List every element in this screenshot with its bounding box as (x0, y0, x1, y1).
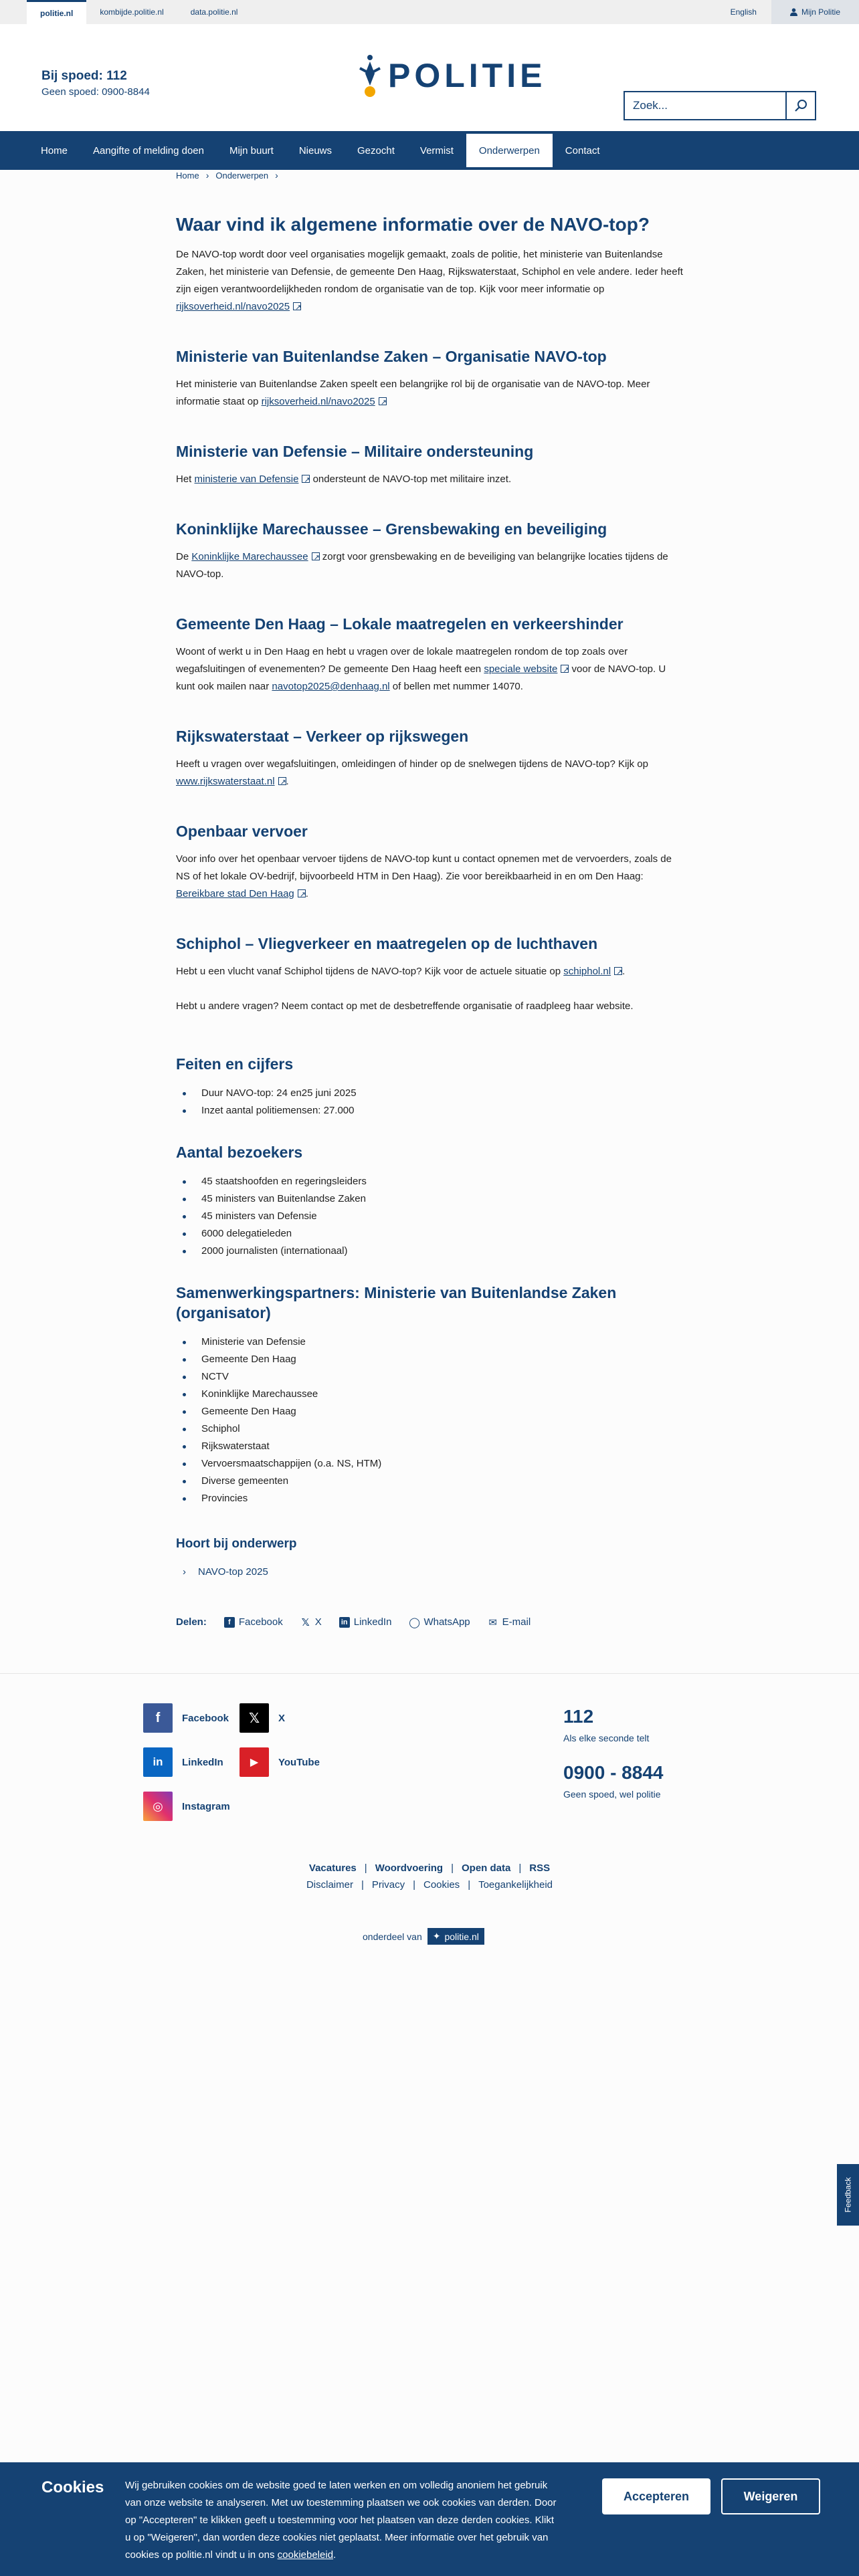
list-item: 6000 delegatieleden (176, 1225, 684, 1243)
external-link-icon (379, 397, 387, 405)
external-link-icon (561, 665, 569, 673)
closing-paragraph: Hebt u andere vragen? Neem contact op met de desbetreffende organisatie of raadpleeg haar website. (176, 1000, 634, 1012)
topbar-tab-kombijde[interactable]: kombijde.politie.nl (100, 7, 164, 17)
list-item: 45 ministers van Buitenlandse Zaken (176, 1190, 684, 1208)
emergency-number: 112 (563, 1706, 594, 1727)
urgent-label: Bij spoed: 112 (41, 69, 127, 83)
list-item: Gemeente Den Haag (176, 1403, 684, 1420)
share-x[interactable]: 𝕏 X (301, 1616, 322, 1628)
facebook-icon: f (143, 1703, 173, 1733)
section-text-defensie: Het ministerie van Defensie↗ ondersteunt de NAVO-top met militaire inzet. (176, 471, 684, 488)
list-item: Schiphol (176, 1420, 684, 1438)
footer-link-privacy[interactable]: Privacy (371, 1879, 405, 1891)
nav-gezocht[interactable]: Gezocht (357, 144, 395, 156)
email-icon: ✉ (488, 1616, 497, 1628)
den-haag-mail-link[interactable]: navotop2025@denhaag.nl (272, 681, 390, 692)
whatsapp-icon: ◯ (409, 1616, 420, 1628)
section-text-ov: Voor info over het openbaar vervoer tijdens de NAVO-top kunt u contact opnemen met de vervoerders, zoals de NS of het lokale OV-bedrijf, bijvoorbeeld HTM in Den Haag). Zie voor bereikbaarheid in en om Den Haag: Bereikbare stad Den Haag↗ . (176, 851, 684, 903)
section-heading-schiphol: Schiphol – Vliegverkeer en maatregelen op de luchthaven (176, 935, 598, 952)
visitors-heading: Aantal bezoekers (176, 1144, 303, 1161)
partners-list (176, 1333, 684, 1507)
section-text-buza: Het ministerie van Buitenlandse Zaken speelt een belangrijke rol bij de organisatie van de NAVO-top. Meer informatie staat op rijksoverheid.nl/navo2025↗ (176, 376, 684, 411)
external-link-icon (614, 967, 622, 975)
share-label: Delen: (176, 1616, 207, 1628)
list-item: Ministerie van Defensie (176, 1333, 684, 1351)
non-emergency-contact (563, 1762, 663, 1800)
footer-link-toegankelijkheid[interactable]: Toegankelijkheid (478, 1879, 553, 1891)
footer-link-rss[interactable]: RSS (529, 1862, 551, 1874)
section-text-rijkswaterstaat: Heeft u vragen over wegafsluitingen, omleidingen of hinder op de snelwegen tijdens de NAVO-top? Kijk op www.rijkswaterstaat.nl↗ . (176, 756, 684, 790)
list-item: Rijkswaterstaat (176, 1438, 684, 1455)
share-facebook[interactable]: f Facebook (224, 1616, 283, 1628)
external-link-icon (302, 475, 310, 483)
cookie-text: Wij gebruiken cookies om de website goed te laten werken en om volledig anoniem het gebruik van onze website te analyseren. Met uw toestemming plaatsen we ook cookies van derden. Door op "Accepteren" te klikken geeft u toestemming voor het plaatsen van deze derden cookies. Klikt u op "Weigeren", dan worden deze cookies niet geplaatst. Meer informatie over het gebruik van cookies op politie.nl vindt u in ons cookiebeleid. (125, 2480, 557, 2561)
schiphol-link[interactable]: schiphol.nl (563, 966, 611, 977)
cookie-title: Cookies (41, 2478, 104, 2496)
linkedin-icon: in (339, 1617, 350, 1628)
breadcrumb (176, 170, 684, 181)
emergency-contact (563, 1706, 649, 1743)
site-footer (0, 1673, 859, 1997)
section-heading-defensie: Ministerie van Defensie – Militaire ondersteuning (176, 443, 534, 460)
language-link[interactable]: English (730, 7, 757, 17)
footer-link-woordvoering[interactable]: Woordvoering (375, 1862, 444, 1874)
footer-youtube[interactable]: ▶ YouTube (240, 1747, 320, 1777)
bereikbare-stad-link[interactable]: Bereikbare stad Den Haag (176, 888, 294, 899)
share-bar (176, 1616, 684, 1628)
partners-heading: Samenwerkingspartners: Ministerie van Buitenlandse Zaken (organisator) (176, 1284, 617, 1321)
external-link-icon (278, 777, 286, 785)
external-link-icon (312, 552, 320, 560)
section-text-den-haag: Woont of werkt u in Den Haag en hebt u vragen over de lokale maatregelen rondom de top zoals over wegafsluitingen of evenementen? De gemeente Den Haag heeft een speciale website↗ voor de NAVO-top. U kunt ook mailen naar navotop2025@denhaag.nl of bellen met nummer 14070. (176, 643, 684, 695)
external-link-icon (293, 302, 301, 310)
buza-link[interactable]: rijksoverheid.nl/navo2025 (261, 396, 375, 407)
footer-linkedin[interactable]: in LinkedIn (143, 1747, 223, 1777)
main-content (176, 170, 684, 1628)
list-item: Provincies (176, 1490, 684, 1507)
search-input[interactable]: Zoek... (624, 91, 785, 120)
politie-badge-link[interactable]: ✦ politie.nl (427, 1928, 484, 1945)
user-icon (790, 8, 797, 16)
top-bar (0, 0, 859, 24)
share-whatsapp[interactable]: ◯ WhatsApp (409, 1616, 470, 1628)
facts-heading: Feiten en cijfers (176, 1055, 294, 1073)
chevron-right-icon: › (183, 1566, 186, 1578)
emergency-text: Als elke seconde telt (563, 1733, 650, 1743)
logo-text: POLITIE (388, 57, 547, 94)
intro-paragraph: De NAVO-top wordt door veel organisaties mogelijk gemaakt, zoals de politie, het ministerie van Buitenlandse Zaken, het ministerie van Defensie, de gemeente Den Haag, Rijkswaterstaat, Schiphol en vele andere. Ieder heeft zijn eigen verantwoordelijkheden rondom de organisatie van de top. Kijk voor meer informatie op rijksoverheid.nl/navo2025↗ (176, 246, 684, 316)
list-item: Gemeente Den Haag (176, 1351, 684, 1368)
nav-aangifte[interactable]: Aangifte of melding doen (93, 144, 204, 156)
footer-link-open-data[interactable]: Open data (461, 1862, 511, 1874)
den-haag-website-link[interactable]: speciale website (484, 663, 558, 675)
facebook-icon: f (224, 1617, 235, 1628)
cookie-banner (0, 2462, 859, 2576)
rijkswaterstaat-link[interactable]: www.rijkswaterstaat.nl (176, 776, 275, 787)
section-heading-rijkswaterstaat: Rijkswaterstaat – Verkeer op rijkswegen (176, 728, 469, 745)
section-text-schiphol: Hebt u een vlucht vanaf Schiphol tijdens de NAVO-top? Kijk voor de actuele situatie op schiphol.nl↗ . (176, 963, 684, 980)
nav-contact[interactable]: Contact (565, 144, 600, 156)
part-of-politie (363, 1928, 484, 1945)
chevron-right-icon: › (275, 170, 278, 181)
topic-link[interactable]: NAVO-top 2025 (198, 1566, 268, 1578)
topbar-tab-data[interactable]: data.politie.nl (190, 7, 238, 17)
list-item: Inzet aantal politiemensen: 27.000 (176, 1102, 684, 1119)
search-button[interactable] (785, 91, 816, 120)
topic-link-row (176, 1566, 684, 1578)
nav-mijn-buurt[interactable]: Mijn buurt (229, 144, 274, 156)
police-star-icon: ✦ (432, 1931, 441, 1941)
intro-link[interactable]: rijksoverheid.nl/navo2025 (176, 301, 290, 312)
my-police-link[interactable] (771, 0, 859, 24)
page-title: Waar vind ik algemene informatie over de NAVO-top? (176, 214, 650, 235)
nav-vermist[interactable]: Vermist (419, 144, 454, 156)
share-email[interactable]: ✉ E-mail (488, 1616, 531, 1628)
list-item: NCTV (176, 1368, 684, 1386)
search-icon (794, 99, 807, 112)
footer-instagram[interactable]: ◎ Instagram (143, 1792, 230, 1821)
list-item: 45 ministers van Defensie (176, 1208, 684, 1225)
nav-home[interactable]: Home (41, 144, 68, 156)
accept-cookies-button[interactable]: Accepteren (602, 2478, 710, 2514)
section-heading-den-haag: Gemeente Den Haag – Lokale maatregelen en verkeershinder (176, 615, 624, 633)
section-heading-buza: Ministerie van Buitenlandse Zaken – Organisatie NAVO-top (176, 348, 607, 365)
footer-facebook[interactable]: f Facebook (143, 1703, 229, 1733)
emergency-info (41, 69, 150, 98)
x-icon: 𝕏 (301, 1616, 310, 1628)
refuse-cookies-button[interactable]: Weigeren (721, 2478, 820, 2514)
list-item: Diverse gemeenten (176, 1473, 684, 1490)
onderdeel-label: onderdeel van (363, 1931, 422, 1942)
section-heading-kmar: Koninklijke Marechaussee – Grensbewaking en beveiliging (176, 520, 607, 538)
footer-link-vacatures[interactable]: Vacatures (308, 1862, 357, 1874)
feedback-tab[interactable]: Feedback (837, 2164, 859, 2226)
nav-nieuws[interactable]: Nieuws (298, 144, 332, 156)
list-item: Vervoersmaatschappijen (o.a. NS, HTM) (176, 1455, 684, 1473)
breadcrumb-onderwerpen[interactable]: Onderwerpen (215, 170, 269, 181)
footer-link-disclaimer[interactable]: Disclaimer (306, 1879, 353, 1891)
list-item: 45 staatshoofden en regeringsleiders (176, 1173, 684, 1190)
breadcrumb-home[interactable]: Home (176, 170, 199, 181)
section-text-kmar: De Koninklijke Marechaussee↗ zorgt voor grensbewaking en de beveiliging van belangrijke locaties tijdens de NAVO-top. (176, 548, 684, 583)
non-emergency-text: Geen spoed, wel politie (563, 1789, 661, 1800)
chevron-right-icon: › (205, 170, 209, 181)
x-icon: 𝕏 (240, 1703, 269, 1733)
non-urgent-label: Geen spoed: 0900-8844 (41, 86, 150, 98)
list-item: Koninklijke Marechaussee (176, 1386, 684, 1403)
topbar-tab-politie[interactable]: politie.nl (27, 0, 86, 24)
footer-x[interactable]: 𝕏 X (240, 1703, 285, 1733)
section-heading-ov: Openbaar vervoer (176, 823, 308, 840)
list-item: Duur NAVO-top: 24 en25 juni 2025 (176, 1085, 684, 1102)
police-star-icon (355, 53, 385, 98)
linkedin-icon: in (143, 1747, 173, 1777)
nav-onderwerpen[interactable]: Onderwerpen (466, 134, 553, 170)
youtube-icon: ▶ (240, 1747, 269, 1777)
footer-link-cookies[interactable]: Cookies (423, 1879, 460, 1891)
instagram-icon: ◎ (143, 1792, 173, 1821)
defensie-link[interactable]: ministerie van Defensie (194, 473, 299, 485)
facts-list (176, 1085, 684, 1119)
external-link-icon (298, 889, 306, 897)
list-item: 2000 journalisten (internationaal) (176, 1243, 684, 1260)
visitors-list (176, 1173, 684, 1260)
my-police-label: Mijn Politie (801, 7, 840, 17)
search-form (624, 91, 816, 120)
main-nav (0, 131, 859, 170)
footer-links-primary: Vacatures | Woordvoering | Open data | RSS Disclaimer | Privacy | Cookies | Toegankelijkheid (306, 1862, 553, 1891)
cookie-policy-link[interactable]: cookiebeleid (277, 2549, 334, 2561)
site-header (0, 24, 859, 131)
politie-logo[interactable] (355, 53, 546, 98)
share-linkedin[interactable]: in LinkedIn (339, 1616, 392, 1628)
kmar-link[interactable]: Koninklijke Marechaussee (191, 551, 308, 562)
non-emergency-number: 0900 - 8844 (563, 1762, 664, 1783)
topic-heading: Hoort bij onderwerp (176, 1537, 297, 1551)
